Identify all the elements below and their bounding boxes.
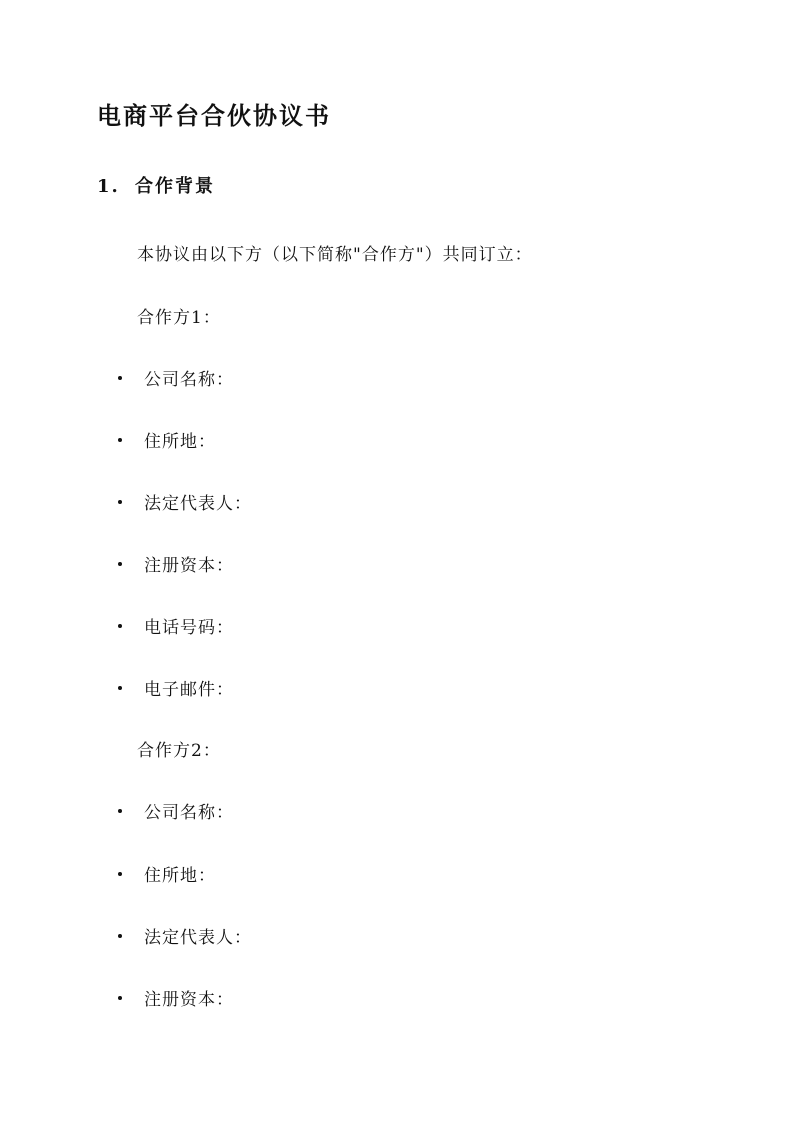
bullet-icon: [118, 872, 122, 876]
party2-field-registered-capital: 注册资本：: [144, 990, 234, 1010]
list-item: [118, 365, 234, 390]
list-item: [118, 489, 252, 514]
list-item: [118, 675, 234, 700]
document-title: 电商平台合伙协议书: [97, 101, 331, 130]
party1-field-phone: 电话号码：: [144, 618, 234, 638]
intro-paragraph: 本协议由以下方（以下简称"合作方"）共同订立：: [137, 245, 533, 265]
party2-field-company-name: 公司名称：: [144, 803, 234, 823]
party2-field-address: 住所地：: [144, 866, 216, 886]
bullet-icon: [118, 376, 122, 380]
list-item: [118, 551, 234, 576]
list-item: [118, 613, 234, 638]
list-item: [118, 923, 252, 948]
section-heading: [97, 172, 215, 198]
party2-field-legal-rep: 法定代表人：: [144, 928, 252, 948]
section-title: 合作背景: [135, 176, 215, 197]
list-item: [118, 985, 234, 1010]
list-item: [118, 798, 234, 823]
party1-label: 合作方1：: [137, 308, 221, 328]
party1-field-company-name: 公司名称：: [144, 370, 234, 390]
bullet-icon: [118, 438, 122, 442]
bullet-icon: [118, 500, 122, 504]
list-item: [118, 861, 216, 886]
party2-label: 合作方2：: [137, 741, 221, 761]
section-number: 1.: [97, 176, 120, 197]
party1-field-legal-rep: 法定代表人：: [144, 494, 252, 514]
bullet-icon: [118, 809, 122, 813]
party1-field-email: 电子邮件：: [144, 680, 234, 700]
bullet-icon: [118, 562, 122, 566]
party1-field-address: 住所地：: [144, 432, 216, 452]
bullet-icon: [118, 934, 122, 938]
party1-field-registered-capital: 注册资本：: [144, 556, 234, 576]
bullet-icon: [118, 624, 122, 628]
list-item: [118, 427, 216, 452]
bullet-icon: [118, 996, 122, 1000]
bullet-icon: [118, 686, 122, 690]
